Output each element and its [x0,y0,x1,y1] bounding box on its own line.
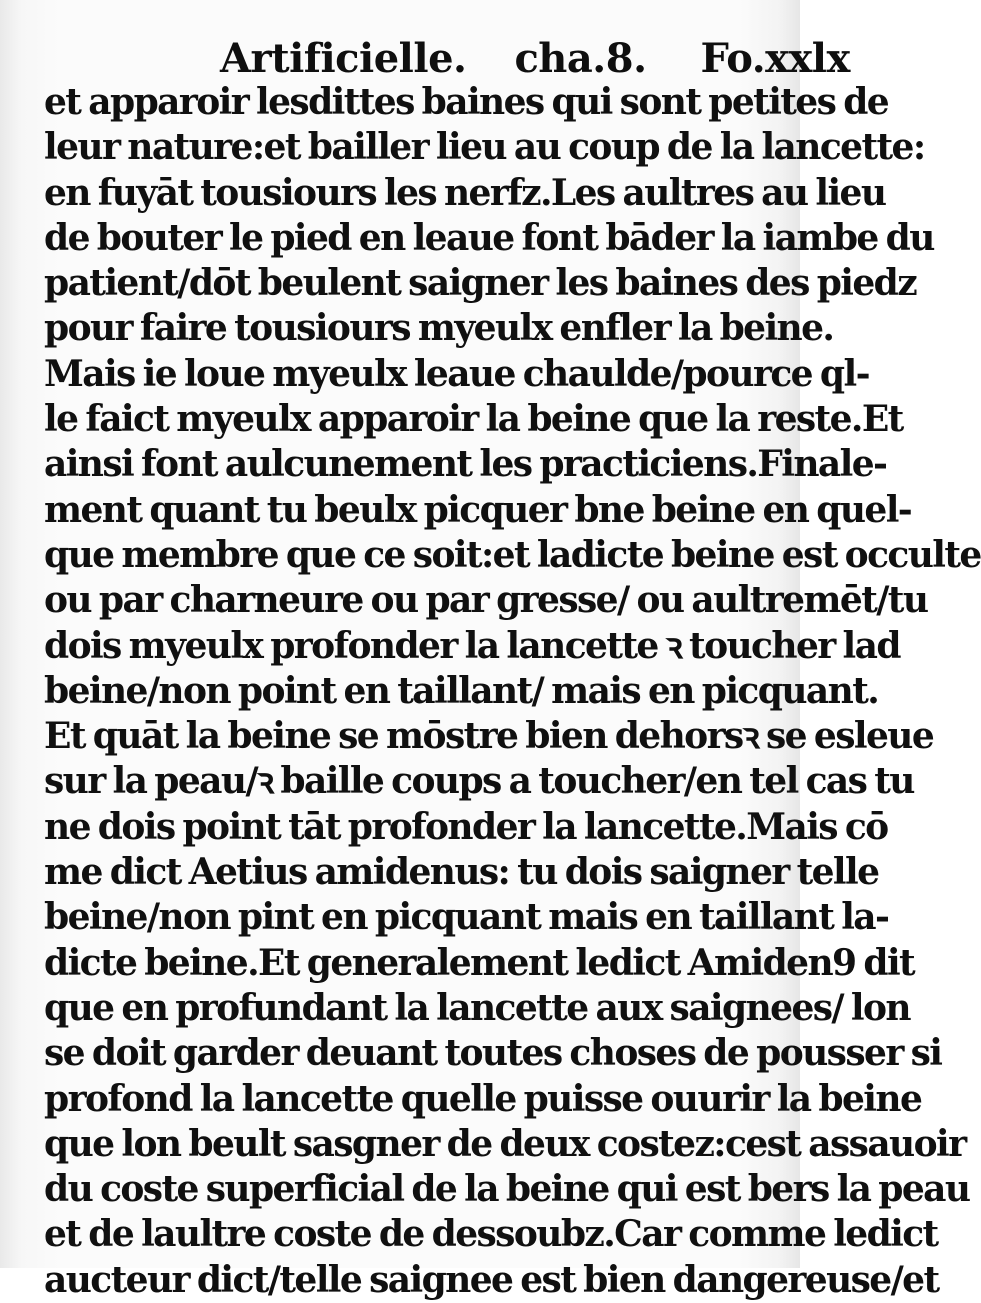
running-head [220,28,850,88]
text-line: Et quāt la beine se mōstre bien dehorsꝛ se esleue [44,715,934,758]
text-line: profond la lancette quelle puisse ouurir la beine [44,1077,922,1120]
text-line: se doit garder deuant toutes choses de pousser si [44,1032,942,1075]
text-line: de bouter le pied en leaue font bāder la iambe du [44,216,934,259]
text-line: dois myeulx profonder la lancette ꝛ toucher lad [44,624,900,667]
text-line: pour faire tousiours myeulx enfler la beine. [44,307,834,350]
text-line: leur nature:et bailler lieu au coup de la lancette: [44,126,925,169]
text-line: et apparoir lesdittes baines qui sont petites de [44,81,889,123]
text-line: le faict myeulx apparoir la beine que la reste.Et [44,398,903,441]
text-line: ou par charneure ou par gresse/ ou aultremēt/tu [44,579,928,622]
text-line: que en profundant la lancette aux saignees/ lon [44,986,910,1029]
text-line: beine/non pint en picquant mais en taillant la- [44,896,889,939]
text-line: ainsi font aulcunement les practiciens.Finale- [44,443,887,486]
text-line: me dict Aetius amidenus: tu dois saigner telle [44,851,879,894]
text-line: que membre que ce soit:et ladicte beine est occulte [44,533,981,576]
text-line: en fuyāt tousiours les nerfz.Les aultres au lieu [44,171,886,214]
text-line: du coste superficial de la beine qui est bers la peau [44,1168,970,1211]
text-line: sur la peau/ꝛ baille coups a toucher/en tel cas tu [44,760,914,803]
body-text [44,80,981,1303]
text-line: ment quant tu beulx picquer bne beine en quel- [44,488,912,531]
running-title: Artificielle. [220,34,467,82]
text-line: dicte beine.Et generalement ledict Amiden9 dit [44,941,915,984]
text-line: patient/dōt beulent saigner les baines des piedz [44,262,917,305]
text-line: beine/non point en taillant/ mais en picquant. [44,669,879,712]
text-line: et de laultre coste de dessoubz.Car comme ledict [44,1213,938,1256]
text-line: aucteur dict/telle saignee est bien dangereuse/et [44,1258,939,1301]
folio-number: Fo.xxlx [700,34,850,82]
chapter-number: cha.8. [514,34,647,82]
text-line: que lon beult sasgner de deux costez:cest assauoir [44,1122,966,1165]
text-line: Mais ie loue myeulx leaue chaulde/pource ql- [44,352,869,395]
text-line: ne dois point tāt profonder la lancette.Mais cō [44,805,888,848]
